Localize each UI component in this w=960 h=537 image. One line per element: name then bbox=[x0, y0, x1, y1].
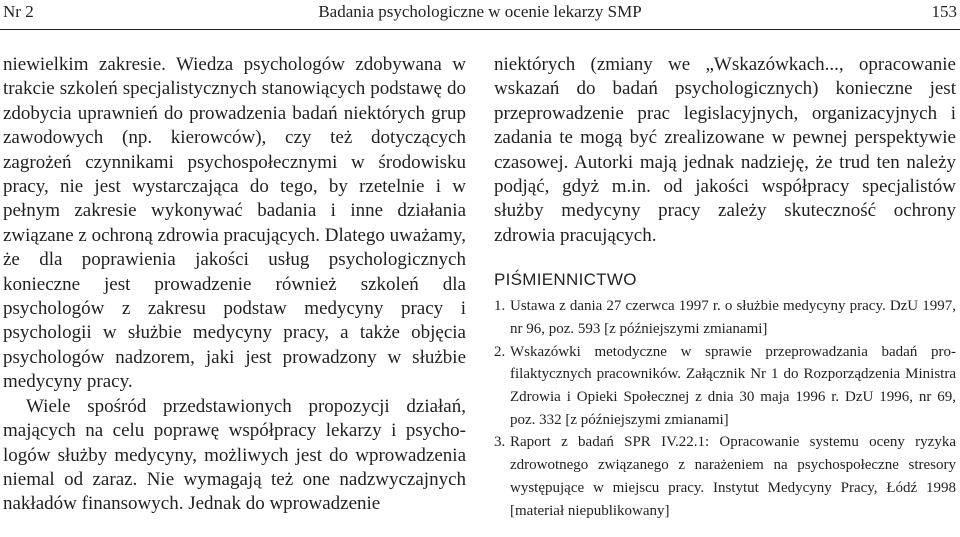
reference-text: Raport z badań SPR IV.22.1: Opracowanie systemu oceny ryzyka zdrowotnego związanego z narażeniem na psychospołeczne stresory występujące w miejscu pracy. Instytut Medycyny Pracy, Łódź 1998 [materiał niepublikowany] bbox=[510, 434, 956, 519]
body-paragraph: Wiele spośród przedstawionych propozycji działań, mających na celu poprawę współpracy lekarzy i psychologów służby medycyny, możliwych jest do wprowadzenia niemal od zaraz. Nie wymagają też one nadzwyczajnych nakładów finansowych. Jednak do wprowadzenie bbox=[3, 395, 466, 515]
reference-item bbox=[494, 431, 956, 522]
reference-number: 2. bbox=[494, 343, 506, 360]
body-paragraph: niewielkim zakresie. Wiedza psychologów zdobywana w trakcie szkoleń specjalistycznych stanowiących podstawę do zdobycia uprawnień do prowadzenia badań niektórych grup zawodowych (np. kierowców), czy też dotyczących zagrożeń czynnikami psychospołecznymi w środowisku pracy, nie jest wystarczająca do tego, by rzetelnie i w pełnym zakresie wykonywać badania i inne działania związane z ochroną zdrowia pracujących. Dlatego uważamy, że dla poprawienia jakości usług psychologicznych konieczne jest prowadzenie również szkoleń dla psychologów z zakresu podstaw medycyny pracy i psychologii w służbie medycyny pracy, a także objęcia psychologów nadzorem, jaki jest prowadzony w służbie medycyny pracy. bbox=[3, 54, 466, 393]
reference-text: Wskazówki metodyczne w sprawie przeprowadzania badań profilaktycznych pracowników. Załącznik Nr 1 do Rozporządzenia Ministra Zdrowia i Opieki Społecznej z dnia 30 maja 1996 r. DzU 1996, nr 69, poz. 332 [z późniejszymi zmianami] bbox=[510, 343, 956, 428]
left-column bbox=[3, 53, 466, 517]
reference-item bbox=[494, 295, 956, 340]
reference-number: 3. bbox=[494, 434, 506, 451]
references-list bbox=[494, 295, 956, 522]
running-title: Badania psychologiczne w ocenie lekarzy SMP bbox=[318, 2, 642, 21]
header-rule bbox=[0, 29, 960, 30]
reference-number: 1. bbox=[494, 298, 506, 315]
right-column bbox=[494, 53, 956, 522]
reference-item bbox=[494, 341, 956, 432]
page-number: 153 bbox=[931, 2, 957, 21]
running-header bbox=[0, 0, 960, 24]
body-paragraph: niektórych (zmiany we „Wskazówkach..., opracowanie wskazań do badań psychologicznych) konieczne jest przeprowadzenie prac legislacyjnych, organizacyjnych i zadania te mogą być zrealizowane w pewnej perspektywie czasowej. Autorki mają jednak nadzieję, że trud ten należy podjąć, gdyż m.in. od jakości współpracy specjalistów służby medycyny pracy zależy skuteczność ochrony zdrowia pracujących. bbox=[494, 54, 956, 246]
references-heading: PIŚMIENNICTWO bbox=[494, 270, 637, 290]
issue-number: Nr 2 bbox=[3, 2, 34, 21]
reference-text: Ustawa z dania 27 czerwca 1997 r. o służbie medycyny pracy. DzU 1997, nr 96, poz. 593 [z późniejszymi zmianami] bbox=[510, 298, 956, 337]
